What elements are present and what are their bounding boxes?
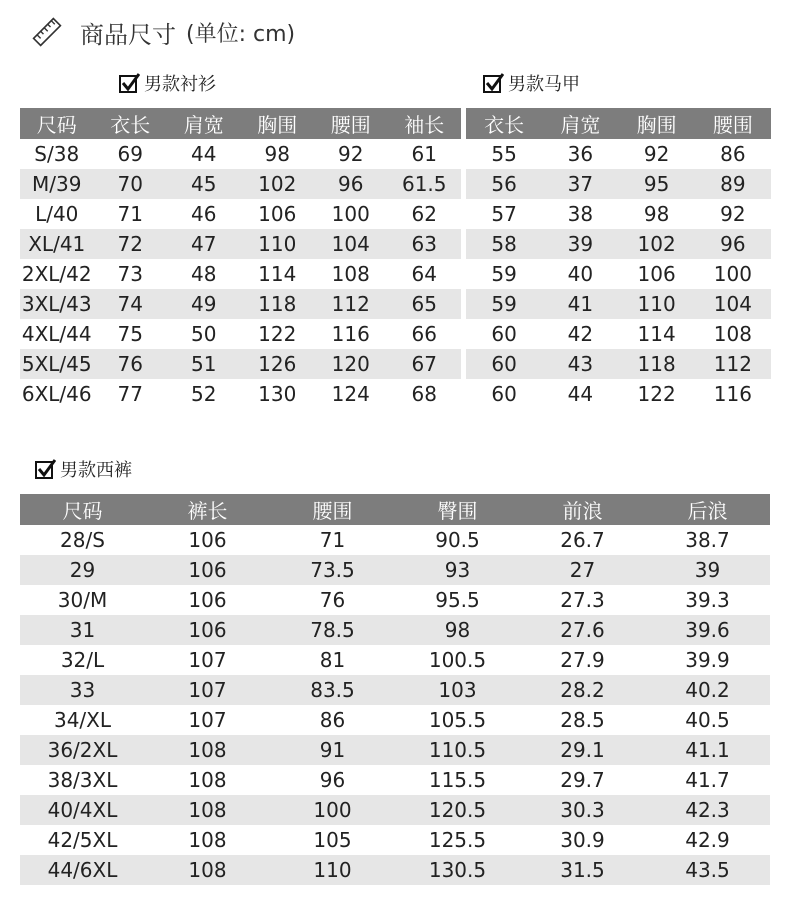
table-row	[20, 705, 770, 735]
measurement-cell: 106	[188, 528, 227, 552]
measurement-cell: 36	[567, 142, 594, 166]
column-header: 衣长	[94, 108, 168, 139]
measurement-cell: 122	[637, 382, 676, 406]
size-cell: L/40	[35, 202, 79, 226]
table-row	[466, 139, 771, 169]
measurement-cell: 50	[191, 322, 217, 346]
table-row	[20, 555, 770, 585]
column-header: 臀围	[395, 494, 520, 525]
measurement-cell: 56	[466, 169, 542, 199]
ruler-icon	[32, 17, 62, 47]
shirt-size-table	[20, 108, 461, 409]
measurement-cell: 38	[567, 202, 594, 226]
measurement-cell: 27.6	[520, 615, 645, 645]
table-row	[20, 525, 770, 555]
pants-section-label	[34, 456, 132, 482]
measurement-cell: 108	[331, 262, 370, 286]
vest-size-table	[466, 108, 771, 409]
measurement-cell: 72	[94, 229, 168, 259]
measurement-cell: 39	[645, 555, 770, 585]
table-row	[20, 765, 770, 795]
measurement-cell: 118	[619, 349, 695, 379]
measurement-cell: 95	[619, 169, 695, 199]
measurement-cell: 108	[188, 768, 227, 792]
measurement-cell: 98	[395, 615, 520, 645]
measurement-cell: 39	[542, 229, 618, 259]
size-cell: 5XL/45	[20, 349, 94, 379]
table-row	[466, 169, 771, 199]
measurement-cell: 67	[388, 349, 462, 379]
measurement-cell: 126	[241, 349, 315, 379]
measurement-cell: 61	[411, 142, 437, 166]
measurement-cell: 61.5	[388, 169, 462, 199]
measurement-cell: 100	[331, 202, 370, 226]
measurement-cell: 43	[542, 349, 618, 379]
measurement-cell: 47	[167, 229, 241, 259]
measurement-cell: 106	[145, 555, 270, 585]
measurement-cell: 27.9	[560, 648, 605, 672]
measurement-cell: 104	[695, 289, 771, 319]
measurement-cell: 60	[491, 322, 517, 346]
column-header: 腰围	[270, 494, 395, 525]
measurement-cell: 59	[466, 289, 542, 319]
table-row	[466, 349, 771, 379]
measurement-cell: 86	[720, 142, 746, 166]
size-cell: 4XL/44	[21, 322, 92, 346]
measurement-cell: 44	[567, 382, 594, 406]
measurement-cell: 42.9	[685, 828, 730, 852]
size-cell: 42/5XL	[47, 828, 118, 852]
measurement-cell: 86	[319, 708, 346, 732]
measurement-cell: 110.5	[395, 735, 520, 765]
measurement-cell: 39.6	[645, 615, 770, 645]
measurement-cell: 28.5	[560, 708, 605, 732]
size-cell: XL/41	[20, 229, 94, 259]
measurement-cell: 107	[188, 708, 227, 732]
measurement-cell: 66	[411, 322, 437, 346]
size-cell: 3XL/43	[20, 289, 94, 319]
table-row	[466, 199, 771, 229]
measurement-cell: 116	[713, 382, 752, 406]
measurement-cell: 106	[188, 588, 227, 612]
measurement-cell: 92	[720, 202, 746, 226]
measurement-cell: 96	[695, 229, 771, 259]
measurement-cell: 100	[270, 795, 395, 825]
measurement-cell: 31.5	[520, 855, 645, 885]
table-row	[20, 735, 770, 765]
measurement-cell: 26.7	[560, 528, 605, 552]
measurement-cell: 100	[713, 262, 752, 286]
measurement-cell: 106	[637, 262, 676, 286]
measurement-cell: 57	[491, 202, 517, 226]
table-row	[20, 259, 461, 289]
measurement-cell: 38.7	[685, 528, 730, 552]
measurement-cell: 98	[264, 142, 290, 166]
size-cell: 29	[20, 555, 145, 585]
measurement-cell: 27	[520, 555, 645, 585]
table-row	[466, 229, 771, 259]
size-cell: 32/L	[60, 648, 105, 672]
measurement-cell: 90.5	[435, 528, 480, 552]
measurement-cell: 98	[643, 202, 670, 226]
size-cell: 33	[20, 675, 145, 705]
table-row	[20, 615, 770, 645]
measurement-cell: 112	[314, 289, 388, 319]
vest-label: 男款马甲	[508, 74, 580, 95]
measurement-cell: 118	[241, 289, 315, 319]
table-header-row	[466, 108, 771, 139]
measurement-cell: 59	[491, 262, 517, 286]
column-header: 尺码	[20, 108, 94, 139]
size-cell: 6XL/46	[21, 382, 92, 406]
size-cell: 38/3XL	[47, 768, 118, 792]
column-header: 后浪	[645, 494, 770, 525]
size-cell: 31	[20, 615, 145, 645]
column-header: 裤长	[145, 494, 270, 525]
measurement-cell: 107	[145, 675, 270, 705]
measurement-cell: 45	[167, 169, 241, 199]
measurement-cell: 108	[145, 855, 270, 885]
measurement-cell: 42	[567, 322, 594, 346]
table-row	[20, 795, 770, 825]
table-row	[20, 289, 461, 319]
table-row	[20, 585, 770, 615]
column-header: 肩宽	[542, 108, 618, 139]
measurement-cell: 114	[258, 262, 297, 286]
table-header-row	[20, 108, 461, 139]
column-header: 肩宽	[167, 108, 241, 139]
measurement-cell: 120	[314, 349, 388, 379]
measurement-cell: 62	[411, 202, 437, 226]
pants-size-table	[20, 494, 770, 885]
measurement-cell: 40	[567, 262, 594, 286]
measurement-cell: 77	[117, 382, 143, 406]
measurement-cell: 30.3	[520, 795, 645, 825]
measurement-cell: 68	[411, 382, 437, 406]
measurement-cell: 110	[241, 229, 315, 259]
measurement-cell: 100.5	[428, 648, 487, 672]
measurement-cell: 92	[338, 142, 364, 166]
measurement-cell: 130.5	[395, 855, 520, 885]
measurement-cell: 96	[319, 768, 346, 792]
measurement-cell: 120.5	[395, 795, 520, 825]
measurement-cell: 106	[145, 615, 270, 645]
measurement-cell: 92	[643, 142, 670, 166]
measurement-cell: 96	[314, 169, 388, 199]
measurement-cell: 70	[94, 169, 168, 199]
measurement-cell: 74	[94, 289, 168, 319]
measurement-cell: 83.5	[270, 675, 395, 705]
measurement-cell: 108	[145, 735, 270, 765]
measurement-cell: 40.5	[685, 708, 730, 732]
measurement-cell: 106	[258, 202, 297, 226]
column-header: 衣长	[466, 108, 542, 139]
measurement-cell: 60	[491, 382, 517, 406]
table-row	[466, 379, 771, 409]
column-header: 腰围	[314, 108, 388, 139]
page-title: 商品尺寸	[80, 20, 176, 49]
checkbox-checked-icon	[482, 72, 504, 94]
measurement-cell: 115.5	[428, 768, 487, 792]
measurement-cell: 29.1	[520, 735, 645, 765]
table-row	[20, 199, 461, 229]
table-row	[20, 825, 770, 855]
column-header: 胸围	[619, 108, 695, 139]
page-header	[32, 12, 295, 52]
measurement-cell: 51	[167, 349, 241, 379]
table-row	[20, 229, 461, 259]
table-row	[20, 349, 461, 379]
measurement-cell: 105	[313, 828, 352, 852]
measurement-cell: 69	[117, 142, 143, 166]
measurement-cell: 43.5	[645, 855, 770, 885]
measurement-cell: 105.5	[428, 708, 487, 732]
measurement-cell: 73.5	[270, 555, 395, 585]
measurement-cell: 110	[619, 289, 695, 319]
measurement-cell: 49	[167, 289, 241, 319]
measurement-cell: 71	[319, 528, 346, 552]
measurement-cell: 110	[270, 855, 395, 885]
measurement-cell: 41.7	[685, 768, 730, 792]
measurement-cell: 78.5	[270, 615, 395, 645]
measurement-cell: 102	[241, 169, 315, 199]
shirt-label: 男款衬衫	[144, 74, 216, 95]
size-cell: M/39	[20, 169, 94, 199]
checkbox-checked-icon	[118, 72, 140, 94]
measurement-cell: 52	[191, 382, 217, 406]
table-row	[20, 169, 461, 199]
measurement-cell: 41.1	[645, 735, 770, 765]
size-cell: 36/2XL	[20, 735, 145, 765]
measurement-cell: 114	[637, 322, 676, 346]
size-cell: 30/M	[57, 588, 108, 612]
measurement-cell: 44	[191, 142, 217, 166]
measurement-cell: 30.9	[560, 828, 605, 852]
measurement-cell: 89	[695, 169, 771, 199]
measurement-cell: 124	[331, 382, 370, 406]
unit-label: (单位: cm)	[186, 21, 296, 47]
table-row	[20, 675, 770, 705]
size-cell: S/38	[34, 142, 80, 166]
measurement-cell: 55	[491, 142, 517, 166]
size-cell: 44/6XL	[20, 855, 145, 885]
measurement-cell: 108	[188, 828, 227, 852]
size-cell: 2XL/42	[21, 262, 92, 286]
pants-label: 男款西裤	[60, 460, 132, 481]
column-header: 尺码	[20, 494, 145, 525]
measurement-cell: 39.9	[685, 648, 730, 672]
measurement-cell: 95.5	[435, 588, 480, 612]
size-cell: 34/XL	[53, 708, 112, 732]
measurement-cell: 71	[117, 202, 143, 226]
measurement-cell: 107	[188, 648, 227, 672]
measurement-cell: 103	[395, 675, 520, 705]
table-header-row	[20, 494, 770, 525]
measurement-cell: 73	[117, 262, 143, 286]
measurement-cell: 125.5	[428, 828, 487, 852]
measurement-cell: 58	[466, 229, 542, 259]
table-row	[20, 645, 770, 675]
column-header: 前浪	[520, 494, 645, 525]
measurement-cell: 39.3	[685, 588, 730, 612]
measurement-cell: 112	[695, 349, 771, 379]
table-row	[20, 319, 461, 349]
table-row	[20, 379, 461, 409]
measurement-cell: 37	[542, 169, 618, 199]
size-cell: 28/S	[60, 528, 105, 552]
measurement-cell: 64	[411, 262, 437, 286]
measurement-cell: 46	[191, 202, 217, 226]
measurement-cell: 48	[191, 262, 217, 286]
measurement-cell: 60	[466, 349, 542, 379]
shirt-section-label	[118, 70, 216, 96]
measurement-cell: 76	[94, 349, 168, 379]
measurement-cell: 93	[395, 555, 520, 585]
measurement-cell: 42.3	[645, 795, 770, 825]
size-cell: 40/4XL	[20, 795, 145, 825]
measurement-cell: 29.7	[560, 768, 605, 792]
column-header: 袖长	[388, 108, 462, 139]
measurement-cell: 41	[542, 289, 618, 319]
table-row	[466, 319, 771, 349]
table-row	[466, 259, 771, 289]
measurement-cell: 130	[258, 382, 297, 406]
table-row	[20, 139, 461, 169]
measurement-cell: 104	[314, 229, 388, 259]
measurement-cell: 102	[619, 229, 695, 259]
vest-section-label	[482, 70, 580, 96]
measurement-cell: 76	[319, 588, 346, 612]
measurement-cell: 63	[388, 229, 462, 259]
table-row	[20, 855, 770, 885]
checkbox-checked-icon	[34, 458, 56, 480]
table-row	[466, 289, 771, 319]
measurement-cell: 91	[270, 735, 395, 765]
measurement-cell: 27.3	[560, 588, 605, 612]
measurement-cell: 40.2	[645, 675, 770, 705]
measurement-cell: 108	[713, 322, 752, 346]
measurement-cell: 75	[117, 322, 143, 346]
measurement-cell: 65	[388, 289, 462, 319]
measurement-cell: 116	[331, 322, 370, 346]
measurement-cell: 108	[145, 795, 270, 825]
measurement-cell: 28.2	[520, 675, 645, 705]
measurement-cell: 122	[258, 322, 297, 346]
column-header: 胸围	[241, 108, 315, 139]
measurement-cell: 81	[319, 648, 346, 672]
column-header: 腰围	[695, 108, 771, 139]
